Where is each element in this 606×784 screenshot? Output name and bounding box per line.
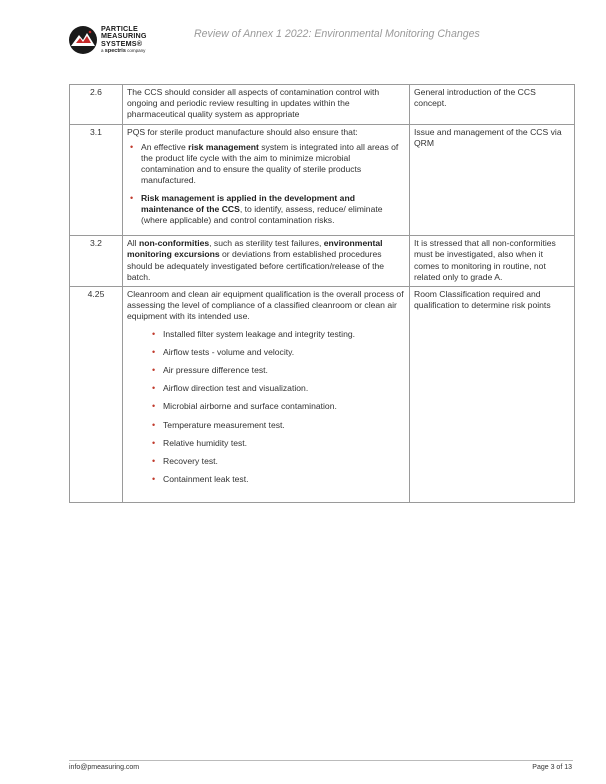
requirements-table <box>69 84 575 503</box>
clause-number: 2.6 <box>70 85 123 125</box>
list-item: • Airflow direction test and visualization. <box>163 383 405 394</box>
requirement-bullets <box>127 142 405 226</box>
footer-email: info@pmeasuring.com <box>69 764 140 771</box>
list-item: • Risk management is applied in the development and maintenance of the CCS, to identify, assess, reduce/ eliminate (where applicable) and control contamination risks. <box>141 193 405 227</box>
logo-tagline: a spectris company <box>101 48 146 54</box>
qualification-tests-list <box>127 329 405 486</box>
requirement-cell <box>123 287 410 503</box>
list-item: • Recovery test. <box>163 456 405 467</box>
table-row <box>70 287 575 503</box>
clause-number: 3.2 <box>70 236 123 287</box>
comment-text: Issue and management of the CCS via QRM <box>410 124 575 236</box>
requirement-intro: Cleanroom and clean air equipment qualification is the overall process of assessing the level of compliance of a classified cleanroom or clean air equipment with its intended use. <box>127 289 404 322</box>
requirement-intro: PQS for sterile product manufacture should also ensure that: <box>127 126 358 137</box>
table-row <box>70 124 575 236</box>
list-item: • Microbial airborne and surface contamination. <box>163 401 405 412</box>
footer-divider <box>69 760 573 761</box>
page-header <box>68 22 568 62</box>
requirement-text: The CCS should consider all aspects of contamination control with ongoing and periodic review resulting in updates within the pharmaceutical quality system as appropriate <box>123 85 410 125</box>
comment-text: It is stressed that all non-conformities must be investigated, also when it comes to monitoring in routine, not related only to grade A. <box>410 236 575 287</box>
pms-logo-icon <box>68 24 98 56</box>
list-item: • Air pressure difference test. <box>163 365 405 376</box>
list-item: • Installed filter system leakage and integrity testing. <box>163 329 405 340</box>
document-title: Review of Annex 1 2022: Environmental Monitoring Changes <box>194 28 480 40</box>
company-logo <box>68 22 188 62</box>
list-item: • Relative humidity test. <box>163 438 405 449</box>
list-item: • Temperature measurement test. <box>163 420 405 431</box>
logo-wordmark: PARTICLE MEASURING SYSTEMS® <box>101 24 147 48</box>
page-number: Page 3 of 13 <box>532 764 572 771</box>
comment-text: General introduction of the CCS concept. <box>410 85 575 125</box>
comment-text: Room Classification required and qualification to determine risk points <box>410 287 575 503</box>
clause-number: 4.25 <box>70 287 123 503</box>
table-row <box>70 85 575 125</box>
list-item: • Containment leak test. <box>163 474 405 485</box>
requirement-cell: All non-conformities, such as sterility test failures, environmental monitoring excursions or deviations from established procedures should be adequately investigated before certification/release of the batch. <box>123 236 410 287</box>
table-row <box>70 236 575 287</box>
list-item: • An effective risk management system is integrated into all areas of the product life cycle with the aim to minimize microbial contamination and to ensure the quality of sterile products manufactured. <box>141 142 405 187</box>
clause-number: 3.1 <box>70 124 123 236</box>
requirement-cell <box>123 124 410 236</box>
list-item: • Airflow tests - volume and velocity. <box>163 347 405 358</box>
